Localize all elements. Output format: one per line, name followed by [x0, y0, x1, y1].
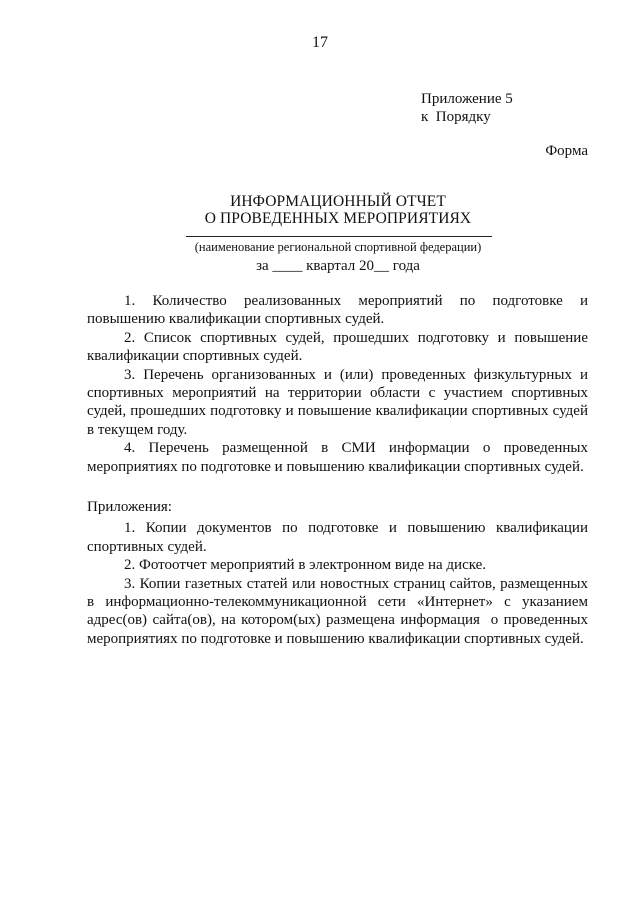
- period-line: за ____ квартал 20__ года: [256, 258, 420, 274]
- appendix-item: 3. Копии газетных статей или новостных страниц сайтов, размещенных в информационно-телекоммуникационной сети «Интернет» с указанием адрес(ов) сайта(ов), на котором(ых) размещена информация о проведенных мероприятиях по подготовке и повышению квалификации спортивных судей.: [87, 575, 592, 647]
- appendices-heading: Приложения:: [87, 499, 172, 515]
- appendix-line-2: к Порядку: [421, 109, 491, 125]
- report-item: 2. Список спортивных судей, прошедших подготовку и повышение квалификации спортивных судей.: [87, 329, 588, 365]
- federation-name-blank-line: [186, 236, 492, 237]
- appendix-line-1: Приложение 5: [421, 91, 513, 107]
- federation-caption: (наименование региональной спортивной федерации): [194, 240, 482, 254]
- title-line-1: ИНФОРМАЦИОННЫЙ ОТЧЕТ: [230, 193, 446, 210]
- report-item: 4. Перечень размещенной в СМИ информации о проведенных мероприятиях по подготовке и повышению квалификации спортивных судей.: [87, 440, 588, 475]
- appendix-reference: [421, 90, 513, 126]
- appendices-section: [87, 498, 592, 648]
- form-label: Форма: [545, 143, 588, 159]
- appendix-item: 1. Копии документов по подготовке и повышению квалификации спортивных судей.: [87, 520, 588, 555]
- report-item: 1. Количество реализованных мероприятий по подготовке и повышению квалификации спортивных судей.: [87, 293, 588, 328]
- appendix-item: 2. Фотоотчет мероприятий в электронном виде на диске.: [124, 557, 487, 574]
- document-title: [0, 193, 640, 227]
- report-item: 3. Перечень организованных и (или) проведенных физкультурных и спортивных мероприятий на территории области с участием спортивных судей, прошедших подготовку и повышение квалификации спортивных судей в текущем году.: [87, 366, 588, 438]
- page-number: 17: [312, 34, 328, 51]
- report-items: [87, 292, 588, 476]
- title-line-2: О ПРОВЕДЕННЫХ МЕРОПРИЯТИЯХ: [204, 210, 472, 227]
